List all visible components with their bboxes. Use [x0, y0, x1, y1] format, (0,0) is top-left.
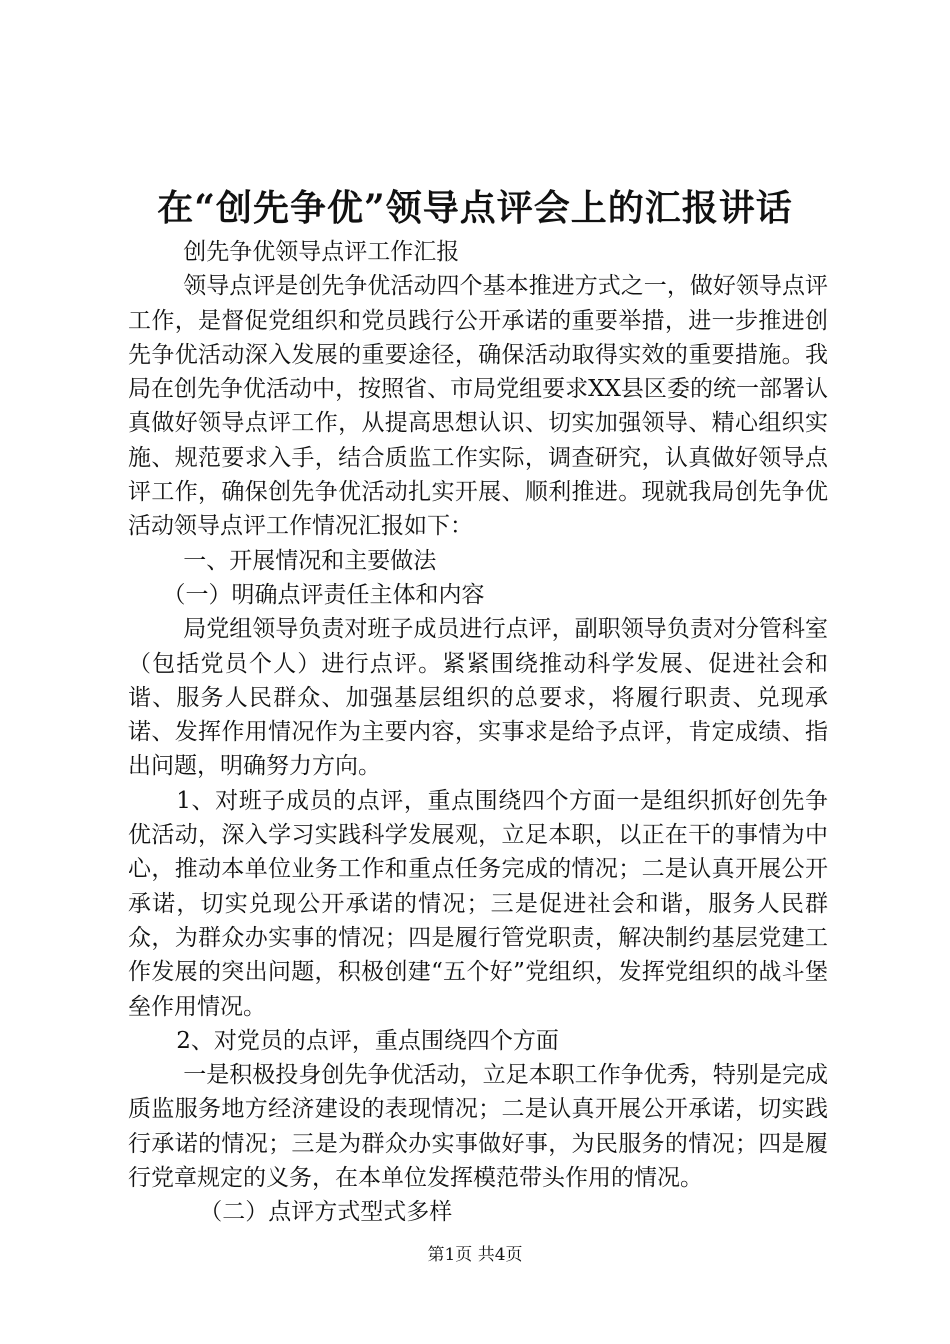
paragraph-intro: 领导点评是创先争优活动四个基本推进方式之一，做好领导点评工作，是督促党组织和党员践行公开承诺的重要举措，进一步推进创先争优活动深入发展的重要途径，确保活动取得实效的重要措施。我局在创先争优活动中，按照省、市局党组要求XX县区委的统一部署认真做好领导点评工作，从提高思想认识、切实加强领导、精心组织实施、规范要求入手，结合质监工作实际，调查研究，认真做好领导点评工作，确保创先争优活动扎实开展、顺利推进。现就我局创先争优活动领导点评工作情况汇报如下：: [128, 273, 828, 540]
page-number-footer: 第1页 共4页: [427, 1245, 523, 1265]
subsection-heading: （一）明确点评责任主体和内容: [162, 581, 485, 608]
paragraph-team-review: 1、对班子成员的点评，重点围绕四个方面一是组织抓好创先争优活动，深入学习实践科学发展观，立足本职，以正在干的事情为中心，推动本单位业务工作和重点任务完成的情况；二是认真开展公开承诺，切实兑现公开承诺的情况；三是促进社会和谐，服务人民群众，为群众办实事的情况；四是履行管党职责，解决制约基层党建工作发展的突出问题，积极创建“五个好”党组织，发挥党组织的战斗堡垒作用情况。: [128, 787, 828, 1020]
document-body: [128, 235, 828, 1230]
section-heading: 一、开展情况和主要做法: [183, 547, 437, 574]
paragraph-member-review-heading: 2、对党员的点评，重点围绕四个方面: [176, 1027, 559, 1054]
paragraph-responsibility: 局党组领导负责对班子成员进行点评，副职领导负责对分管科室（包括党员个人）进行点评。紧紧围绕推动科学发展、促进社会和谐、服务人民群众、加强基层组织的总要求，将履行职责、兑现承诺、发挥作用情况作为主要内容，实事求是给予点评，肯定成绩、指出问题，明确努力方向。: [128, 616, 828, 780]
document-title: 在“创先争优”领导点评会上的汇报讲话: [157, 187, 793, 229]
paragraph-member-review: 一是积极投身创先争优活动，立足本职工作争优秀，特别是完成质监服务地方经济建设的表现情况；二是认真开展公开承诺，切实践行承诺的情况；三是为群众办实事做好事，为民服务的情况；四是履行党章规定的义务，在本单位发挥模范带头作用的情况。: [128, 1062, 828, 1192]
subsection-heading-2: （二）点评方式型式多样: [199, 1199, 453, 1226]
paragraph-subtitle: 创先争优领导点评工作汇报: [183, 239, 460, 265]
